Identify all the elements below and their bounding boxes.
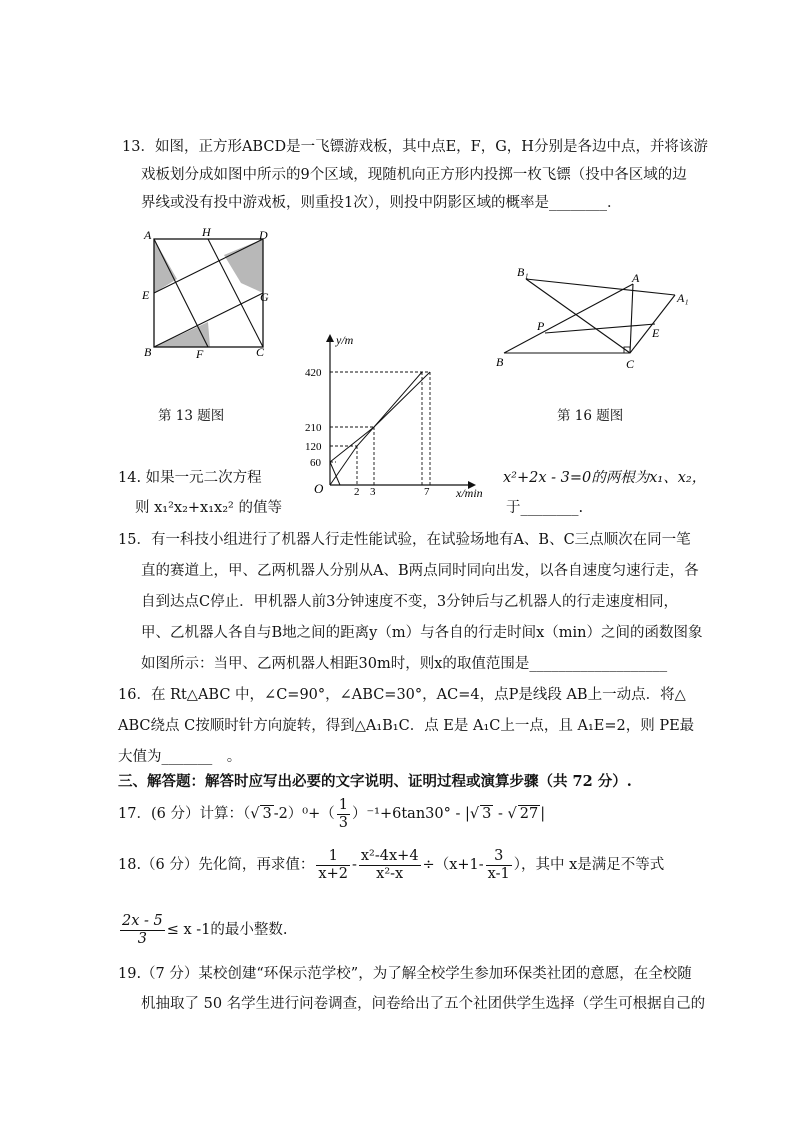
q18-part-b: ），其中 x是满足不等式	[513, 857, 665, 873]
q16-line-3: 大值为_______ 。	[118, 749, 242, 765]
x-tick-3: 3	[370, 486, 376, 498]
y-axis-label: y/m	[336, 333, 354, 347]
q16-caption: 第 16 题图	[557, 408, 624, 424]
label-F: F	[196, 347, 204, 361]
label-A1: A₁	[677, 291, 689, 305]
q19-line-1: 19.（7 分）某校创建“环保示范学校”，为了解全校学生参加环保类社团的意愿，在全校随	[118, 966, 692, 982]
q17-fraction	[337, 797, 350, 832]
q17-denominator: 3	[338, 814, 349, 831]
q18-f3-numerator: 3	[486, 848, 512, 866]
q13-line-2: 戏板划分成如图中所示的9个区域，现随机向正方形内投掷一枚飞镖（投中各区域的边	[141, 167, 687, 183]
q17-part-b: -2）⁰+（	[273, 806, 335, 822]
x-tick-7: 7	[424, 486, 430, 498]
q18-part-a: 18.（6 分）先化简，再求值：	[118, 857, 315, 873]
label-P: P	[537, 319, 545, 333]
q18-fraction-2	[359, 848, 421, 883]
distance-time-graph	[296, 330, 496, 500]
q18-minus: -	[351, 857, 357, 873]
q18-f2-denominator: x²-x	[376, 865, 404, 882]
q18-fraction-3	[486, 848, 512, 883]
label-D: D	[259, 228, 268, 242]
y-tick-420: 420	[305, 367, 322, 379]
q15-line-3: 自到达点C停止．甲机器人前3分钟速度不变，3分钟后与乙机器人的行走速度相同，	[141, 594, 679, 610]
q18-inequality	[118, 910, 288, 950]
q16-figure	[490, 262, 700, 372]
q19-line-2: 机抽取了 50 名学生进行问卷调查，问卷给出了五个社团供学生选择（学生可根据自己的	[141, 996, 706, 1012]
q13-figure	[140, 225, 280, 365]
q17-radicand-1: 3	[262, 806, 272, 822]
q16-line-1: 16．在 Rt△ABC 中，∠C=90°，∠ABC=30°，AC=4，点P是线段 AB上一动点．将△	[118, 687, 686, 703]
q17-radicand-2: 3	[482, 806, 492, 822]
q13-line-1: 13．如图，正方形ABCD是一飞镖游戏板，其中点E，F，G，H分别是各边中点，并将该游	[122, 139, 708, 155]
label-E: E	[142, 288, 150, 302]
label-B1: B₁	[517, 265, 529, 279]
q18-f4-numerator: 2x - 5	[122, 912, 163, 929]
q17-expression: 17．(6 分）计算：（√ 3 -2）⁰+（ $\frac{1}{3}$ ）⁻¹+6tan30° - |√ 3 - √ 27 |	[118, 796, 546, 831]
q15-line-4: 甲、乙机器人各自与B地之间的距离y（m）与各自的行走时间x（min）之间的函数图象	[141, 625, 703, 641]
y-tick-60: 60	[310, 457, 321, 469]
q17-part-a: 17．(6 分）计算：（	[118, 806, 251, 822]
x-axis-label: x/min	[456, 486, 483, 500]
label-C: C	[256, 345, 265, 359]
q17-part-d: -	[493, 806, 508, 822]
q16-line-2: ABC绕点 C按顺时针方向旋转，得到△A₁B₁C．点 E是 A₁C上一点，且 A₁E=2，则 PE最	[118, 718, 695, 734]
q15-line-1: 15．有一科技小组进行了机器人行走性能试验，在试验场地有A、B、C三点顺次在同一笔	[118, 532, 691, 548]
q18-fraction-1	[316, 848, 350, 883]
q18-f1-numerator: 1	[316, 848, 350, 866]
q17-part-e: |	[540, 806, 546, 822]
q14-line-1-right: x²+2x - 3=0的两根为x₁、x₂，	[503, 470, 707, 486]
q13-line-3: 界线或没有投中游戏板，则重投1次），则投中阴影区域的概率是________．	[141, 195, 622, 211]
q18-f3-denominator: x-1	[487, 865, 510, 882]
label-H: H	[202, 225, 211, 239]
label-C: C	[626, 357, 635, 371]
label-A: A	[632, 271, 640, 285]
q14-line-2-right: 于________.	[506, 500, 584, 516]
q18-f1-denominator: x+2	[318, 865, 348, 882]
label-B: B	[496, 355, 504, 369]
q13-caption: 第 13 题图	[158, 408, 225, 424]
label-E: E	[652, 326, 660, 340]
q14-line-2-left: 则 x₁²x₂+x₁x₂² 的值等	[135, 500, 282, 516]
q18-part-c: ≤ x -1的最小整数.	[166, 922, 288, 938]
q17-radicand-3: 27	[519, 806, 539, 822]
q18-expression	[118, 845, 664, 885]
q17-part-c: ）⁻¹+6tan30° - |	[352, 806, 470, 822]
label-A: A	[144, 228, 152, 242]
q15-line-2: 直的赛道上，甲、乙两机器人分别从A、B两点同时同向出发，以各自速度匀速行走，各	[141, 563, 699, 579]
section-3-heading: 三、解答题：解答时应写出必要的文字说明、证明过程或演算步骤（共 72 分）.	[118, 773, 632, 790]
label-B: B	[144, 345, 152, 359]
q18-divide: ÷（x+1-	[422, 857, 484, 873]
q18-f2-numerator: x²-4x+4	[360, 847, 419, 864]
q18-fraction-4	[120, 913, 165, 948]
q15-line-5: 如图所示：当甲、乙两机器人相距30m时，则x的取值范围是___________________	[141, 656, 668, 672]
q14-line-1-left: 14. 如果一元二次方程	[118, 470, 262, 486]
origin-label: O	[314, 481, 324, 496]
q17-numerator: 1	[338, 796, 349, 813]
q18-f4-denominator: 3	[137, 930, 147, 947]
x-tick-2: 2	[354, 486, 360, 498]
label-G: G	[260, 290, 269, 304]
y-tick-120: 120	[305, 441, 322, 453]
y-tick-210: 210	[305, 422, 322, 434]
